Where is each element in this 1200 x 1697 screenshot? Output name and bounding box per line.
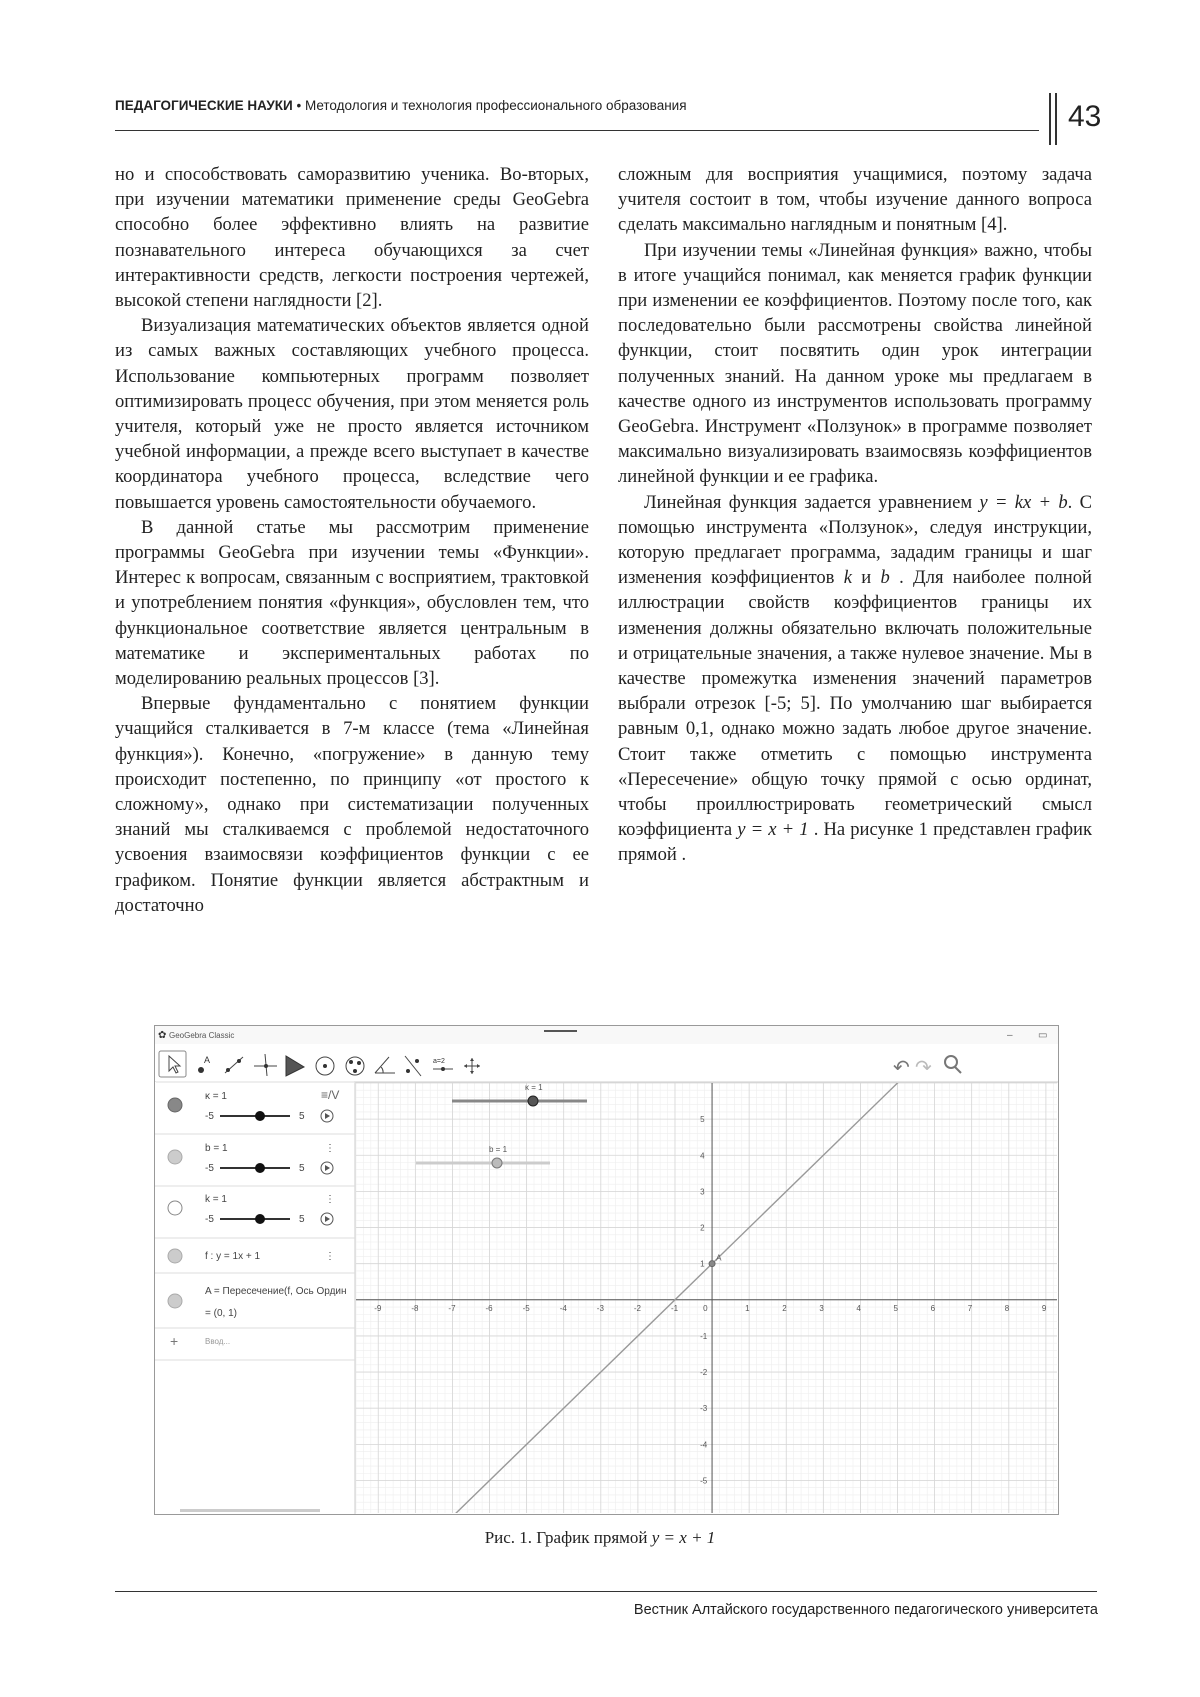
formula-k: k bbox=[843, 567, 853, 589]
x-tick-label: -7 bbox=[448, 1303, 456, 1313]
y-tick-label: -3 bbox=[700, 1404, 708, 1414]
geogebra-logo-icon: ✿ bbox=[158, 1030, 167, 1041]
svg-text:k = 1: k = 1 bbox=[205, 1194, 227, 1205]
x-tick-label: -3 bbox=[596, 1303, 604, 1313]
redo-icon[interactable]: ↷ bbox=[915, 1057, 932, 1079]
header-double-bar bbox=[1049, 93, 1051, 145]
svg-text:+: + bbox=[170, 1333, 179, 1349]
svg-text:a=2: a=2 bbox=[433, 1058, 445, 1065]
minimize-button[interactable]: – bbox=[1007, 1030, 1013, 1041]
formula: y = x + 1 bbox=[737, 819, 809, 841]
header-separator: • bbox=[296, 98, 302, 113]
algebra-scrollbar[interactable] bbox=[180, 1509, 320, 1512]
svg-text:5: 5 bbox=[299, 1111, 305, 1122]
paragraph: Визуализация математических объектов является одной из самых важных составляющих учебного процесса. Использование компьютерных программ позволяет оптимизировать процесс обучения, при этом меняется роль учителя, который уже не просто является источником учебной информации, а прежде всего выступает в качестве координатора учебного процесса, вследствие чего повышается уровень самостоятельности обучаемого. bbox=[115, 315, 589, 513]
header-rule bbox=[115, 130, 1039, 131]
x-tick-label: 8 bbox=[1004, 1303, 1010, 1313]
x-tick-label: 7 bbox=[967, 1303, 973, 1313]
svg-text:f : y = 1x + 1: f : y = 1x + 1 bbox=[205, 1251, 261, 1262]
x-tick-label: 2 bbox=[782, 1303, 787, 1313]
point-A bbox=[709, 1261, 715, 1267]
figure-geogebra-screenshot bbox=[154, 1025, 1059, 1515]
x-tick-label: 4 bbox=[856, 1303, 861, 1313]
y-tick-label: 2 bbox=[700, 1223, 705, 1233]
svg-text:-5: -5 bbox=[205, 1111, 214, 1122]
text-run: . На рисунке 1 представлен график прямой . bbox=[618, 819, 1092, 866]
text-run: . С помощью инструмента «Ползунок», следуя инструкции, которую предлагает программа, зададим границы и шаг изменения коэффициентов bbox=[618, 491, 1092, 589]
x-tick-label: -9 bbox=[374, 1303, 382, 1313]
text-run: . Для наиболее полной иллюстрации свойств коэффициентов границы их изменения должны обязательно включать положительные и отрицательные значения, а также нулевое значение. Мы в качестве промежутка изменения значений параметров выбрали отрезок [-5; 5]. По умолчанию шаг выбирается равным 0,1, однако можно задать любое другое значение. Стоит также отметить с помощью инструмента «Пересечение» общую точку прямой с осью ординат, чтобы проиллюстрировать геометрический смысл коэффициента bbox=[618, 567, 1093, 841]
caption-formula: y = x + 1 bbox=[651, 1528, 716, 1547]
header-subtitle: Методология и технология профессионального образования bbox=[304, 98, 687, 113]
origin-label: 0 bbox=[703, 1303, 708, 1313]
svg-text:Ввод...: Ввод... bbox=[205, 1337, 231, 1346]
paragraph: Впервые фундаментально с понятием функции учащийся сталкивается в 7-м классе (тема «Линейная функция»). Конечно, «погружение» в данную тему происходит постепенно, по принципу «от простого к сложному», однако при систематизации полученных знаний мы сталкиваемся с проблемой недостаточного усвоения взаимосвязи коэффициентов функции с ее графиком. Понятие функции является абстрактным и достаточно bbox=[115, 693, 589, 916]
svg-text:A: A bbox=[204, 1055, 211, 1065]
svg-text:κ = 1: κ = 1 bbox=[205, 1091, 227, 1102]
restore-button[interactable]: ▭ bbox=[1038, 1030, 1048, 1041]
svg-text:b = 1: b = 1 bbox=[205, 1143, 228, 1154]
slider-handle bbox=[255, 1214, 265, 1224]
x-tick-label: -6 bbox=[485, 1303, 493, 1313]
x-tick-label: 5 bbox=[893, 1303, 898, 1313]
sort-icon: ≡/V bbox=[321, 1088, 340, 1102]
paragraph bbox=[618, 490, 1092, 868]
caption-text: Рис. 1. График прямой bbox=[484, 1528, 648, 1547]
x-tick-label: -8 bbox=[411, 1303, 419, 1313]
figure-caption bbox=[0, 1528, 1200, 1548]
footer-rule bbox=[115, 1591, 1097, 1592]
slider-handle bbox=[255, 1163, 265, 1173]
running-header bbox=[115, 98, 1045, 113]
paragraph: сложным для восприятия учащимися, поэтому задача учителя состоит в том, чтобы изучение данного вопроса сделать максимально наглядным и понятным [4]. bbox=[618, 164, 1092, 236]
x-tick-label: 1 bbox=[745, 1303, 750, 1313]
journal-footer: Вестник Алтайского государственного педагогического университета bbox=[633, 1602, 1098, 1618]
formula: y = kx + b bbox=[979, 491, 1068, 513]
text-run: и bbox=[861, 567, 872, 589]
x-tick-label: -4 bbox=[559, 1303, 567, 1313]
graphics-slider-kappa-handle bbox=[528, 1096, 538, 1106]
x-tick-label: -5 bbox=[522, 1303, 530, 1313]
graphics-slider-b-label: b = 1 bbox=[489, 1145, 508, 1154]
svg-text:A = Пересечение(f, Ось Ордин: A = Пересечение(f, Ось Ордин bbox=[205, 1286, 347, 1297]
svg-text:5: 5 bbox=[299, 1214, 305, 1225]
more-menu-icon: ⋮ bbox=[325, 1194, 335, 1205]
y-tick-label: -5 bbox=[700, 1476, 708, 1486]
graphics-slider-b-handle bbox=[492, 1158, 502, 1168]
right-column bbox=[618, 162, 1092, 868]
geogebra-window bbox=[155, 1026, 1058, 1514]
y-tick-label: 4 bbox=[700, 1151, 705, 1161]
text-run: Линейная функция задается уравнением bbox=[644, 491, 973, 513]
left-column bbox=[115, 162, 589, 918]
y-tick-label: 1 bbox=[700, 1259, 705, 1269]
y-tick-label: 5 bbox=[700, 1115, 705, 1125]
y-tick-label: 3 bbox=[700, 1187, 705, 1197]
header-double-bar-2 bbox=[1055, 93, 1057, 145]
more-menu-icon: ⋮ bbox=[325, 1143, 335, 1154]
app-title: GeoGebra Classic bbox=[169, 1031, 235, 1040]
point-label: A bbox=[716, 1253, 722, 1263]
x-tick-label: 9 bbox=[1041, 1303, 1047, 1313]
graphics-slider-kappa-label: κ = 1 bbox=[525, 1083, 543, 1092]
x-tick-label: -1 bbox=[670, 1303, 679, 1313]
paragraph: но и способствовать саморазвитию ученика. Во-вторых, при изучении математики применение среды GeoGebra способно более эффективно влиять на развитие познавательного интереса обучающихся за счет интерактивности средств, легкости построения чертежей, высокой степени наглядности [2]. bbox=[115, 164, 589, 312]
svg-text:-5: -5 bbox=[205, 1214, 214, 1225]
more-menu-icon: ⋮ bbox=[325, 1251, 335, 1262]
y-tick-label: -4 bbox=[700, 1440, 708, 1450]
formula-b: b bbox=[880, 567, 890, 589]
svg-text:5: 5 bbox=[299, 1163, 305, 1174]
x-tick-label: 3 bbox=[819, 1303, 824, 1313]
x-tick-label: -2 bbox=[633, 1303, 642, 1313]
svg-text:= (0, 1): = (0, 1) bbox=[205, 1308, 237, 1319]
paragraph: При изучении темы «Линейная функция» важно, чтобы в итоге учащийся понимал, как меняется график функции при изменении ее коэффициентов. Поэтому после того, как последовательно были рассмотрены свойства линейной функции, стоит посвятить один урок интеграции полученных знаний. На данном уроке мы предлагаем в качестве одного из инструментов использовать программу GeoGebra. Инструмент «Ползунок» в программе позволяет максимально визуализировать взаимосвязь коэффициентов линейной функции и ее графика. bbox=[618, 239, 1092, 488]
y-tick-label: -1 bbox=[700, 1331, 708, 1341]
paragraph: В данной статье мы рассмотрим применение программы GeoGebra при изучении темы «Функции». Интерес к вопросам, связанным с восприятием, трактовкой и употреблением понятия «функция», обусловлен тем, что функциональное соответствие является центральным в математике и экспериментальных работах по моделированию реальных процессов [3]. bbox=[115, 516, 589, 690]
x-tick-label: 6 bbox=[930, 1303, 936, 1313]
header-category: ПЕДАГОГИЧЕСКИЕ НАУКИ bbox=[115, 98, 293, 113]
svg-text:-5: -5 bbox=[205, 1163, 214, 1174]
page-number: 43 bbox=[1068, 100, 1102, 133]
slider-handle bbox=[255, 1111, 265, 1121]
undo-icon[interactable]: ↶ bbox=[893, 1057, 910, 1079]
y-tick-label: -2 bbox=[700, 1368, 708, 1378]
